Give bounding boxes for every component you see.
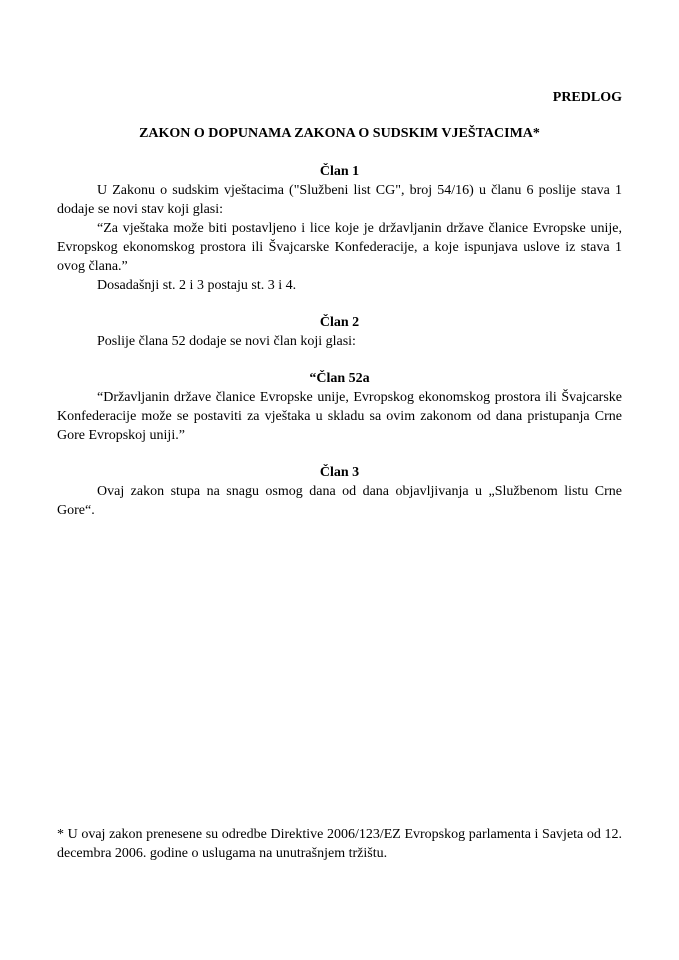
article-1-heading: Član 1 <box>319 164 360 179</box>
article-3-paragraph-1: Ovaj zakon stupa na snagu osmog dana od dana objavljivanja u „Službenom listu Crne Gore“. <box>57 484 622 518</box>
article-52a-paragraph-1: “Državljanin države članice Evropske unije, Evropskog ekonomskog prostora ili Švajcarske Konfederacije može se postaviti za vještaka u skladu sa ovim zakonom od dana pristupanja Crne Gore Evropskoj uniji.” <box>57 390 622 443</box>
article-1-paragraph-2: “Za vještaka može biti postavljeno i lice koje je državljanin države članice Evropske unije, Evropskog ekonomskog prostora ili Švajcarske Konfederacije, a koje ispunjava uslove iz stava 1 ovog člana.” <box>57 221 622 274</box>
article-2-paragraph-1: Poslije člana 52 dodaje se novi član koji glasi: <box>97 334 356 349</box>
article-1-paragraph-1: U Zakonu o sudskim vještacima ("Službeni list CG", broj 54/16) u članu 6 poslije stava 1 dodaje se novi stav koji glasi: <box>57 183 622 217</box>
proposal-label: PREDLOG <box>552 90 622 105</box>
footnote: * U ovaj zakon prenesene su odredbe Direktive 2006/123/EZ Evropskog parlamenta i Savjeta od 12. decembra 2006. godine o uslugama na unutrašnjem tržištu. <box>57 827 622 861</box>
law-title: ZAKON O DOPUNAMA ZAKONA O SUDSKIM VJEŠTACIMA* <box>139 126 540 141</box>
article-52a-heading: “Član 52a <box>309 371 370 386</box>
article-2-heading: Član 2 <box>319 315 360 330</box>
article-1-paragraph-3: Dosadašnji st. 2 i 3 postaju st. 3 i 4. <box>97 278 297 293</box>
article-3-heading: Član 3 <box>319 465 360 480</box>
